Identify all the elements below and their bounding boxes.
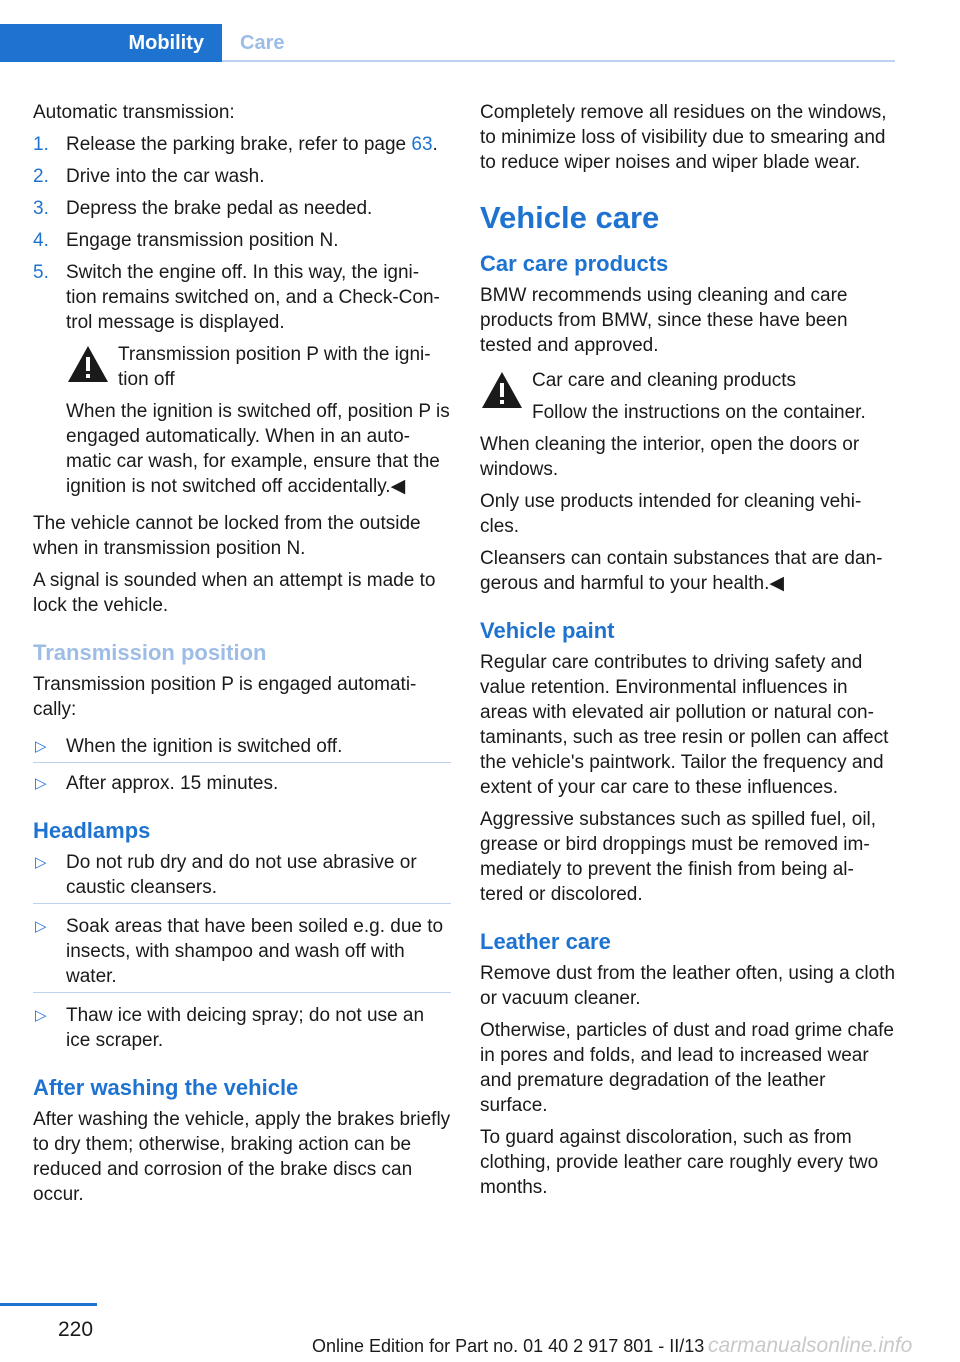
step-text: Drive into the car wash.	[66, 166, 265, 187]
page-link[interactable]: 63	[411, 134, 433, 155]
auto-intro: Automatic transmission:	[33, 102, 235, 123]
page-number: 220	[58, 1318, 94, 1341]
warning-title: Car care and cleaning products	[532, 370, 797, 391]
after-washing-heading: After washing the vehicle	[33, 1075, 299, 1100]
transmission-intro: Transmission position P is engaged automati‐ cally:	[33, 674, 417, 720]
only-products-paragraph: Only use products intended for cleaning vehi‐ cles.	[480, 491, 862, 537]
bullet-triangle-icon: ▷	[35, 775, 47, 792]
list-item-text: Soak areas that have been soiled e.g. due to insects, with shampoo and wash off with water.	[66, 916, 444, 987]
header-divider	[222, 60, 895, 62]
warning-title: Transmission position P with the igni‐ tion off	[118, 344, 431, 390]
paint-paragraph-1: Regular care contributes to driving safety and value retention. Environmental influences in areas with elevated air pollution or natural con‐ taminants, such as tree resin or pollen can affect the vehicle's paintwork. Tailor the frequency and extent of your car care to these influences.	[480, 652, 889, 798]
list-item-text: After approx. 15 minutes.	[66, 773, 279, 794]
list-item	[33, 734, 451, 759]
step-item	[33, 196, 451, 221]
step-text: Depress the brake pedal as needed.	[66, 198, 373, 219]
list-divider	[33, 903, 451, 904]
list-item-text: When the ignition is switched off.	[66, 736, 343, 757]
leather-paragraph-2: Otherwise, particles of dust and road grime chafe in pores and folds, and lead to increased wear and premature degradation of the leather surface.	[480, 1020, 894, 1116]
list-item	[33, 850, 451, 900]
list-item	[33, 914, 451, 989]
step-text-after: .	[432, 134, 438, 155]
vehicle-paint-heading: Vehicle paint	[480, 618, 615, 643]
bullet-triangle-icon: ▷	[35, 854, 47, 871]
right-column	[480, 100, 898, 1207]
tab-mobility-label: Mobility	[128, 31, 204, 54]
list-divider	[33, 762, 451, 763]
step-item	[33, 228, 451, 253]
edition-text: Online Edition for Part no. 01 40 2 917 801 - II/13	[312, 1336, 705, 1356]
left-column	[33, 100, 451, 1214]
interior-paragraph: When cleaning the interior, open the doors or windows.	[480, 434, 860, 480]
cleansers-paragraph: Cleansers can contain substances that are dan‐ gerous and harmful to your health.◀	[480, 548, 883, 594]
step-item	[33, 132, 451, 157]
leather-paragraph-3: To guard against discoloration, such as from clothing, provide leather care roughly every two months.	[480, 1127, 879, 1198]
warning-triangle-icon	[480, 370, 524, 410]
tab-care[interactable]	[222, 24, 342, 62]
step-warning-wrap	[33, 342, 451, 499]
tab-mobility[interactable]	[0, 24, 222, 62]
step-text: Switch the engine off. In this way, the igni‐ tion remains switched on, and a Check-Con‐ trol message is displayed.	[66, 262, 440, 333]
list-item	[33, 771, 451, 796]
lock-paragraph-2: A signal is sounded when an attempt is made to lock the vehicle.	[33, 570, 436, 616]
after-washing-body: After washing the vehicle, apply the brakes briefly to dry them; otherwise, braking action can be reduced and corrosion of the brake discs can occur.	[33, 1109, 451, 1205]
footer-accent-line	[0, 1303, 97, 1306]
step-text: Release the parking brake, refer to page	[66, 134, 412, 155]
headlamps-heading: Headlamps	[33, 818, 151, 843]
lock-paragraph-1: The vehicle cannot be locked from the outside when in transmission position N.	[33, 513, 421, 559]
transmission-position-heading: Transmission position	[33, 640, 267, 665]
bullet-triangle-icon: ▷	[35, 1007, 47, 1024]
list-divider	[33, 992, 451, 993]
step-number: 1.	[33, 134, 49, 155]
list-item-text: Do not rub dry and do not use abrasive or caustic cleansers.	[66, 852, 417, 898]
step-number: 5.	[33, 262, 49, 283]
step-number: 2.	[33, 166, 49, 187]
bullet-triangle-icon: ▷	[35, 738, 47, 755]
watermark: carmanualsonline.info	[708, 1334, 913, 1357]
step-number: 3.	[33, 198, 49, 219]
tab-care-label: Care	[240, 31, 285, 54]
leather-care-heading: Leather care	[480, 929, 611, 954]
step-text: Engage transmission position N.	[66, 230, 339, 251]
car-care-products-heading: Car care products	[480, 251, 669, 276]
warning-block	[66, 342, 451, 392]
warning-line: Follow the instructions on the container.	[532, 402, 866, 423]
leather-paragraph-1: Remove dust from the leather often, using a cloth or vacuum cleaner.	[480, 963, 896, 1009]
paint-paragraph-2: Aggressive substances such as spilled fuel, oil, grease or bird droppings must be removed im‐ mediately to prevent the finish from being al‐ tered or discolored.	[480, 809, 877, 905]
warning-block	[480, 368, 898, 425]
vehicle-care-heading: Vehicle care	[480, 200, 660, 235]
list-item	[33, 1003, 451, 1053]
step-item	[33, 164, 451, 189]
warning-body: When the ignition is switched off, position P is engaged automatically. When in an auto‐ matic car wash, for example, ensure that the ignition is not switched off accidentally.◀	[66, 401, 450, 497]
windows-intro: Completely remove all residues on the windows, to minimize loss of visibility due to smearing and to reduce wiper noises and wiper blade wear.	[480, 102, 887, 173]
step-number: 4.	[33, 230, 49, 251]
bullet-triangle-icon: ▷	[35, 918, 47, 935]
step-item	[33, 260, 451, 335]
warning-triangle-icon	[66, 344, 110, 384]
list-item-text: Thaw ice with deicing spray; do not use an ice scraper.	[66, 1005, 425, 1051]
products-body: BMW recommends using cleaning and care products from BMW, since these have been tested and approved.	[480, 285, 848, 356]
